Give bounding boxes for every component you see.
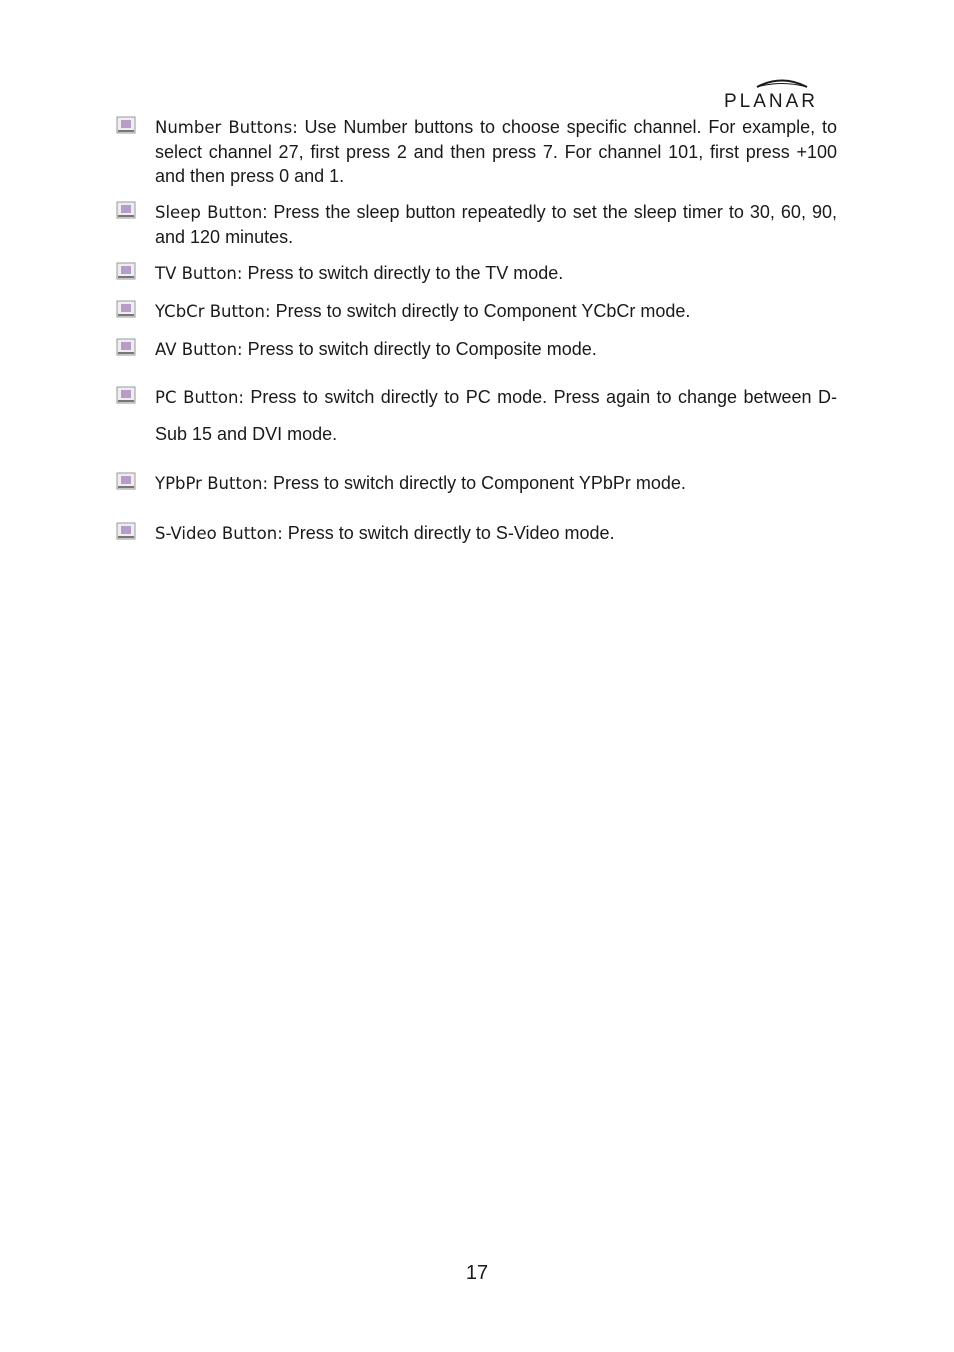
item-paragraph [155,522,837,547]
bullet-icon [116,522,136,540]
logo-text: PLANAR [724,91,819,112]
item-text: Press to switch directly to Component YCbCr mode. [270,301,691,321]
item-label: AV Button: [155,340,243,359]
item-paragraph [155,338,837,363]
planar-logo [724,76,840,116]
item-text: : Press the sleep button repeatedly to set the sleep timer to 30, 60, 90, and 120 minutes. [155,202,837,247]
bullet-icon [116,116,136,134]
item-label: TV Button: [155,264,243,283]
page-number: 17 [465,1262,489,1284]
bullet-icon [116,338,136,356]
item-paragraph [155,379,837,453]
item-label: Sleep Button [155,203,263,222]
item-text: Press to switch directly to PC mode. Press again to change between D-Sub 15 and DVI mode. [155,387,837,444]
item-label: YCbCr Button: [155,302,271,321]
item-paragraph [155,262,837,287]
bullet-icon [116,386,136,404]
item-text: Press to switch directly to the TV mode. [242,263,564,283]
item-label: S-Video Button: [155,524,283,543]
bullet-icon [116,201,136,219]
bullet-icon [116,300,136,318]
item-label: PC Button: [155,388,244,407]
item-paragraph [155,472,837,497]
item-text: Use Number buttons to choose specific channel. For example, to select channel 27, first press 2 and then press 7. For channel 101, first press +100 and then press 0 and 1. [155,117,837,186]
item-paragraph [155,201,837,250]
item-text: Press to switch directly to Component YPbPr mode. [268,473,686,493]
logo-swoosh-icon [754,76,810,92]
item-paragraph [155,116,837,190]
bullet-icon [116,262,136,280]
item-text: Press to switch directly to Composite mode. [242,339,597,359]
bullet-icon [116,472,136,490]
item-label: YPbPr Button: [155,474,269,493]
item-text: Press to switch directly to S-Video mode. [282,523,615,543]
item-label: Number Buttons: [155,118,298,137]
item-paragraph [155,300,837,325]
